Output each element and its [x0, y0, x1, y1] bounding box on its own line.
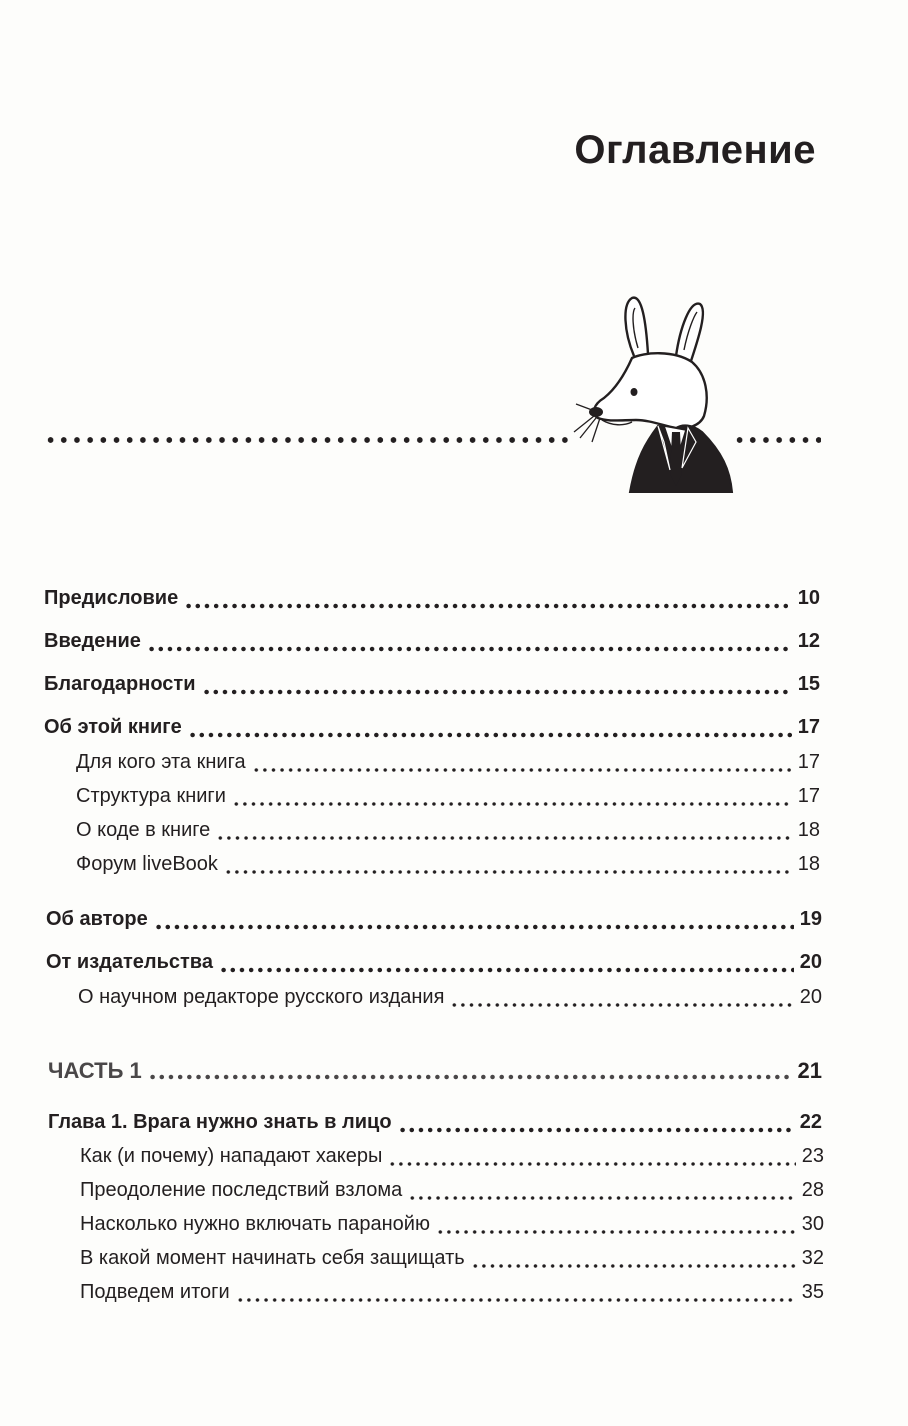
dot-leader	[224, 867, 792, 877]
toc-page-number: 28	[801, 1179, 824, 1201]
toc-entry-label: О коде в книге	[76, 819, 211, 841]
toc-entry-label: ЧАСТЬ 1	[48, 1058, 142, 1083]
toc-entry-label: Как (и почему) нападают хакеры	[80, 1145, 383, 1167]
toc-entry-publisher[interactable]	[46, 951, 822, 981]
dot-leader	[450, 1000, 793, 1010]
toc-entry-label: Форум liveBook	[76, 853, 218, 875]
toc-entry-label: О научном редакторе русского издания	[78, 986, 445, 1008]
dot-leader	[184, 601, 792, 611]
toc-entry-label: Глава 1. Врага нужно знать в лицо	[48, 1111, 392, 1133]
toc-entry-science-editor[interactable]	[78, 986, 822, 1016]
dot-leader	[236, 1295, 796, 1305]
toc-page-number: 21	[797, 1058, 822, 1083]
toc-page-number: 10	[797, 587, 820, 609]
toc-entry-audience[interactable]	[76, 751, 820, 781]
toc-page-number: 19	[799, 908, 822, 930]
dot-leader	[148, 1072, 792, 1082]
toc-page-number: 18	[797, 819, 820, 841]
toc-page-number: 12	[797, 630, 820, 652]
toc-page-number: 17	[797, 751, 820, 773]
toc-page-number: 20	[799, 986, 822, 1008]
toc-entry-label: Структура книги	[76, 785, 226, 807]
toc-entry-introduction[interactable]	[44, 630, 820, 660]
dot-leader	[232, 799, 792, 809]
toc-entry-label: Об этой книге	[44, 716, 182, 738]
toc-entry-label: Предисловие	[44, 587, 179, 609]
toc-entry-label: Преодоление последствий взлома	[80, 1179, 403, 1201]
dot-leader	[216, 833, 792, 843]
toc-entry-structure[interactable]	[76, 785, 820, 815]
toc-page-number: 35	[801, 1281, 824, 1303]
toc-entry-label: Подведем итоги	[80, 1281, 230, 1303]
dot-leader	[398, 1125, 794, 1135]
dot-leader	[202, 687, 792, 697]
toc-entry-label: Насколько нужно включать паранойю	[80, 1213, 430, 1235]
toc-entry-how-hackers-attack[interactable]	[80, 1145, 824, 1175]
toc-entry-part-1[interactable]	[48, 1058, 822, 1088]
dot-leader	[252, 765, 792, 775]
dot-leader	[147, 644, 792, 654]
toc-page-number: 32	[801, 1247, 824, 1269]
toc-entry-chapter-1[interactable]	[48, 1111, 822, 1141]
dot-leader	[154, 922, 794, 932]
dot-leader	[408, 1193, 796, 1203]
toc-page-number: 17	[797, 716, 820, 738]
toc-page-number: 30	[801, 1213, 824, 1235]
toc-entry-acknowledgements[interactable]	[44, 673, 820, 703]
toc-page-number: 22	[799, 1111, 822, 1133]
toc-entry-label: От издательства	[46, 951, 213, 973]
toc-page-number: 17	[797, 785, 820, 807]
toc-entry-preface[interactable]	[44, 587, 820, 617]
toc-entry-about-author[interactable]	[46, 908, 822, 938]
dot-leader	[388, 1159, 795, 1169]
toc-entry-label: В какой момент начинать себя защищать	[80, 1247, 465, 1269]
toc-entry-label: Для кого эта книга	[76, 751, 246, 773]
toc-entry-about-book[interactable]	[44, 716, 820, 746]
dot-leader	[188, 730, 792, 740]
toc-page-number: 18	[797, 853, 820, 875]
toc-page-number: 23	[801, 1145, 824, 1167]
toc-entry-when-to-protect[interactable]	[80, 1247, 824, 1277]
toc-entry-label: Благодарности	[44, 673, 196, 695]
toc-entry-label: Введение	[44, 630, 141, 652]
toc-entry-label: Об авторе	[46, 908, 148, 930]
toc-entry-code[interactable]	[76, 819, 820, 849]
toc-page-number: 15	[797, 673, 820, 695]
page-title: Оглавление	[574, 128, 816, 172]
dot-leader	[436, 1227, 796, 1237]
toc-entry-overcoming-hack[interactable]	[80, 1179, 824, 1209]
toc-entry-paranoia[interactable]	[80, 1213, 824, 1243]
toc-entry-summary[interactable]	[80, 1281, 824, 1311]
toc-page-number: 20	[799, 951, 822, 973]
dot-leader	[471, 1261, 796, 1271]
dot-leader	[219, 965, 794, 975]
toc-entry-forum[interactable]	[76, 853, 820, 883]
